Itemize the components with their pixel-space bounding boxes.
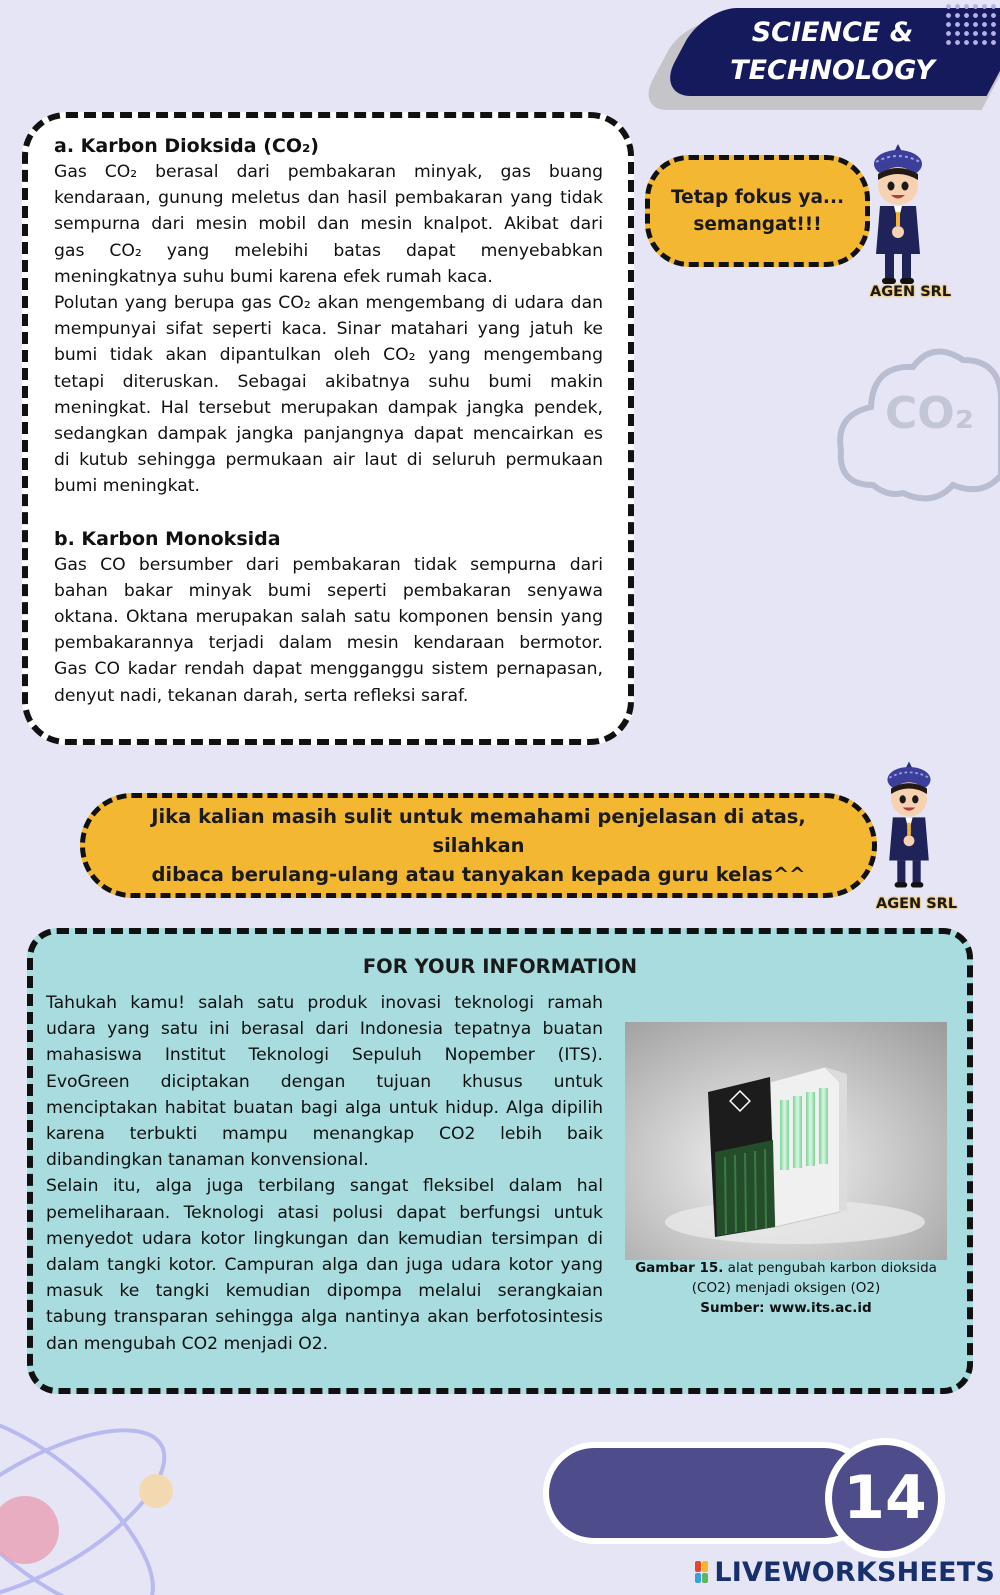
fyi-line: tabung transparan sehingga alga nantinya akan berfotosintesis bbox=[46, 1307, 603, 1328]
section-a-line: meningkat. Hal tersebut merupakan dampak jangka pendek, bbox=[54, 397, 603, 418]
caption-source: Sumber: www.its.ac.id bbox=[700, 1300, 872, 1316]
fyi-line: EvoGreen diciptakan dengan tujuan khusus untuk bbox=[46, 1071, 603, 1092]
fyi-body bbox=[46, 990, 603, 1357]
section-b-line: Gas CO kadar rendah dapat mengganggu sistem pernapasan, bbox=[54, 659, 603, 680]
fyi-title: FOR YOUR INFORMATION bbox=[362, 955, 638, 978]
section-a-line: meningkatnya suhu bumi karena efek rumah kaca. bbox=[54, 266, 493, 287]
content-text-area bbox=[54, 133, 603, 709]
section-b-line: pembakarannya terjadi dalam mesin kendaraan bermotor. bbox=[54, 633, 603, 654]
section-b-title: b. Karbon Monoksida bbox=[54, 527, 281, 550]
header-line-1: SCIENCE & bbox=[751, 17, 914, 48]
page-number-bar bbox=[549, 1448, 869, 1538]
agent-character-icon bbox=[873, 755, 945, 895]
co2-cloud-label: CO₂ bbox=[885, 388, 974, 439]
section-a-line: gas CO₂ yang melebihi batas dapat menyebabkan bbox=[54, 240, 603, 261]
section-a-line: sedangkan dampak jangka panjangnya dapat mencairkan es bbox=[54, 424, 603, 445]
section-a-line: tetapi diteruskan. Sebagai akibatnya suhu bumi makin bbox=[54, 371, 603, 392]
section-a-line: sempurna dari mesin mobil dan mesin knalpot. Akibat dari bbox=[54, 214, 603, 235]
section-a-line: kendaraan, gunung meletus dan hasil pembakaran yang tidak bbox=[54, 188, 603, 209]
fyi-line: dalam tangki kotor. Campuran alga dan juga udara kotor yang bbox=[46, 1255, 603, 1276]
motivation-line-1: Tetap fokus ya... bbox=[670, 187, 845, 208]
reminder-line-2: dibaca berulang-ulang atau tanyakan kepada guru kelas^^ bbox=[151, 863, 806, 886]
section-b-line: denyut nadi, tekanan darah, serta refleksi saraf. bbox=[54, 685, 469, 706]
header-title bbox=[700, 14, 965, 90]
fyi-line: mahasiswa Institut Teknologi Sepuluh Nopember (ITS). bbox=[46, 1045, 603, 1066]
caption-line-2: (CO2) menjadi oksigen (O2) bbox=[691, 1280, 881, 1296]
evogreen-device-image bbox=[625, 1022, 947, 1260]
fyi-line: udara yang satu ini berasal dari Indonesia tepatnya buatan bbox=[46, 1019, 603, 1040]
liveworksheets-logo-icon bbox=[695, 1561, 708, 1583]
section-a-line: Polutan yang berupa gas CO₂ akan mengembang di udara dan bbox=[54, 293, 603, 314]
fyi-line: pemeliharaan. Teknologi atasi polusi dapat berfungsi untuk bbox=[46, 1202, 603, 1223]
caption-line-1 bbox=[625, 1258, 947, 1278]
motivation-line-2: semangat!!! bbox=[693, 214, 822, 235]
section-a-line: di kutub sehingga permukaan air laut di seluruh permukaan bbox=[54, 450, 603, 471]
motivation-bubble bbox=[645, 155, 870, 267]
section-b-line: oktana. Oktana merupakan salah satu komponen bensin yang bbox=[54, 607, 603, 628]
section-a-body bbox=[54, 159, 603, 500]
fyi-line: dibandingkan tanaman konvensional. bbox=[46, 1150, 369, 1171]
page-number: 14 bbox=[825, 1438, 945, 1558]
fyi-line: masuk ke tangki kemudian dipompa melalui serangkaian bbox=[46, 1281, 603, 1302]
logo-cell-i bbox=[702, 1561, 708, 1572]
reminder-bubble bbox=[80, 793, 877, 898]
liveworksheets-brand bbox=[695, 1553, 995, 1591]
section-b-line: Gas CO bersumber dari pembakaran tidak sempurna dari bbox=[54, 554, 603, 575]
section-a-title: a. Karbon Dioksida (CO₂) bbox=[54, 135, 319, 157]
fyi-line: Selain itu, alga juga terbilang sangat fleksibel dalam hal bbox=[46, 1176, 603, 1197]
section-b-body bbox=[54, 552, 603, 709]
logo-cell-l bbox=[695, 1561, 701, 1572]
section-a-line: bumi tidak akan dipantulkan oleh CO₂ yang mengembang bbox=[54, 345, 603, 366]
fyi-line: menciptakan habitat buatan bagi alga untuk hidup. Alga dipilih bbox=[46, 1097, 603, 1118]
fyi-line: dan mengubah CO2 menjadi O2. bbox=[46, 1333, 329, 1354]
caption-label: Gambar 15. bbox=[635, 1260, 724, 1276]
fyi-line: menyedot udara kotor lingkungan dan kemudian tersimpan di bbox=[46, 1228, 603, 1249]
brand-name: LIVEWORKSHEETS bbox=[714, 1556, 995, 1588]
fyi-line: karena terbukti mampu menangkap CO2 lebih baik bbox=[46, 1124, 603, 1145]
fyi-line: Tahukah kamu! salah satu produk inovasi teknologi ramah bbox=[46, 993, 603, 1013]
section-a-line: mempunyai sifat seperti kaca. Sinar matahari yang jatuh ke bbox=[54, 319, 603, 340]
section-a-line: Gas CO₂ berasal dari pembakaran minyak, gas buang bbox=[54, 162, 603, 182]
atom-decoration-icon bbox=[0, 1395, 260, 1595]
logo-cell-e bbox=[702, 1573, 708, 1584]
agent-label: AGEN SRL bbox=[876, 896, 958, 912]
caption-text: alat pengubah karbon dioksida bbox=[723, 1260, 937, 1276]
agent-label: AGEN SRL bbox=[870, 284, 952, 300]
logo-cell-v bbox=[695, 1573, 701, 1584]
section-b-line: bahan bakar minyak bumi seperti pembakaran senyawa bbox=[54, 580, 603, 601]
figure-caption bbox=[625, 1258, 947, 1318]
agent-character-icon bbox=[858, 142, 938, 287]
header-line-2: TECHNOLOGY bbox=[730, 55, 935, 86]
section-a-line: bumi meningkat. bbox=[54, 476, 200, 497]
reminder-line-1: Jika kalian masih sulit untuk memahami penjelasan di atas, silahkan bbox=[151, 805, 806, 857]
